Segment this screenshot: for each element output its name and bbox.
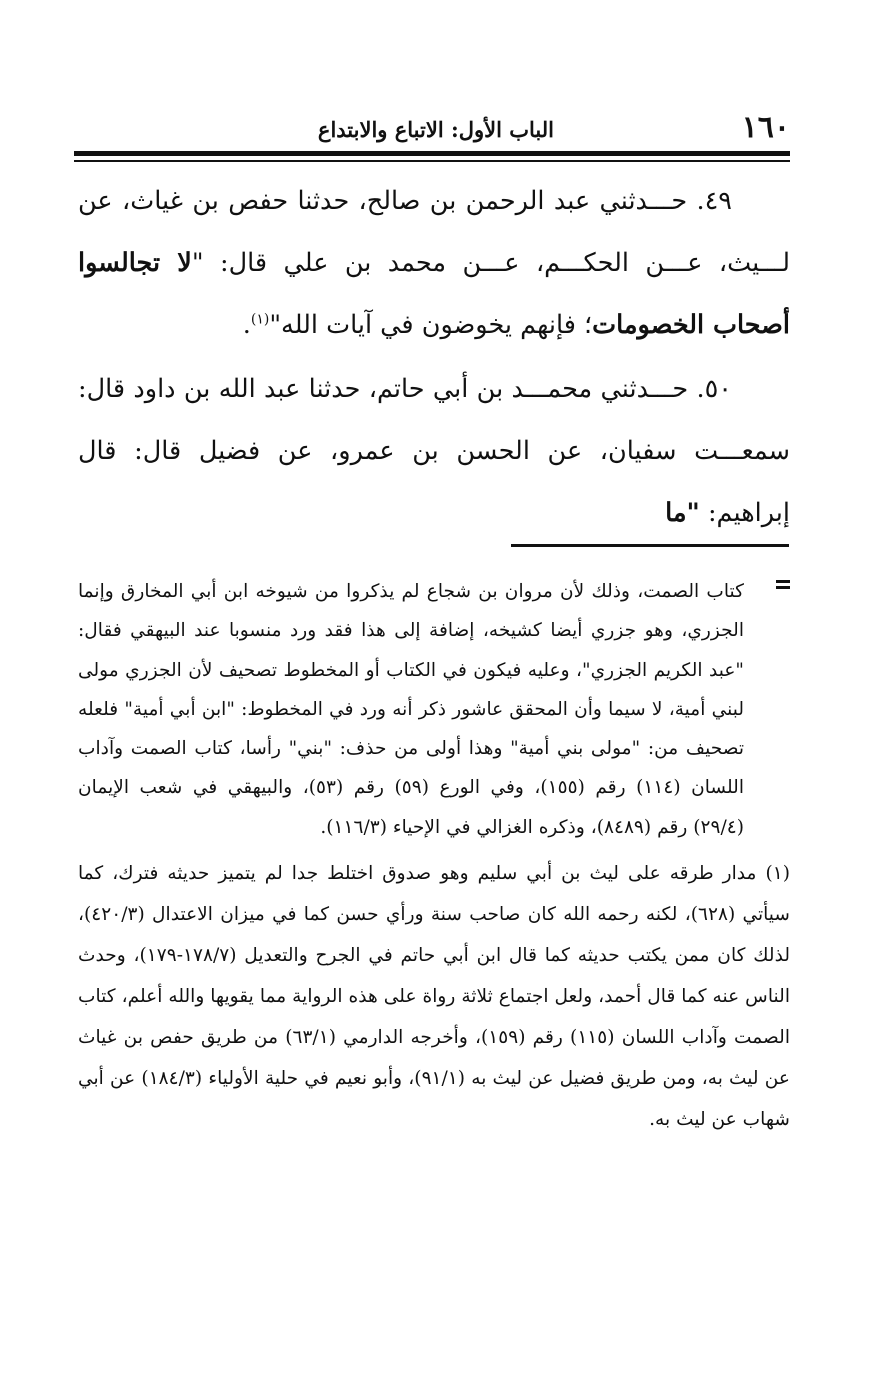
- hadith-50: [78, 358, 790, 544]
- main-text: [78, 170, 790, 546]
- footnote-continuation-text: كتاب الصمت، وذلك لأن مروان بن شجاع لم يذكروا من شيوخه ابن أبي المخارق وإنما الجزري، وهو جزري أيضا كشيخه، إضافة إلى هذا فقد ورد منسوبا عند البيهقي فقال: "عبد الكريم الجزري"، وعليه فيكون في الكتاب أو المخطوط تصحيف لأن الجزري مولى لبني أمية، لا سيما وأن المحقق عاشور ذكر أنه ورد في المخطوط: "ابن أبي أمية" فلعله تصحيف من: "مولى بني أمية" وهذا أولى من حذف: "بني" رأسا، كتاب الصمت وآداب اللسان (١١٤) رقم (١٥٥)، وفي الورع (٥٩) رقم (٥٣)، والبيهقي في شعب الإيمان (٢٩/٤) رقم (٨٤٨٩)، وذكره الغزالي في الإحياء (١١٦/٣).: [78, 581, 744, 838]
- footnote-ref-1: (١): [250, 311, 270, 328]
- hadith-49-quote: لا تجالسوا أصحاب الخصومات: [78, 248, 790, 340]
- header-rule-thin: [74, 160, 790, 162]
- hadith-49-text-end: ؛ فإنهم يخوضون في آيات الله": [269, 310, 593, 340]
- page-header: [74, 108, 790, 148]
- running-title: الباب الأول: الاتباع والابتداع: [317, 117, 554, 142]
- hadith-50-text: ٥٠. حـــدثني محمـــد بن أبي حاتم، حدثنا عبد الله بن داود قال: سمعـــت سفيان، عن الحسن بن عمرو، عن فضيل قال: قال إبراهيم:: [78, 374, 790, 528]
- footnote-1-text: (١) مدار طرقه على ليث بن أبي سليم وهو صدوق اختلط جدا لم يتميز حديثه فترك، كما سيأتي (٦٢٨)، لكنه رحمه الله كان صاحب سنة ورأي حسن كما في ميزان الاعتدال (٤٢٠/٣)، لذلك كان ممن يكتب حديثه كما قال ابن أبي حاتم في الجرح والتعديل (١٧٨/٧-١٧٩)، وحدث الناس عنه كما قال أحمد، ولعل اجتماع ثلاثة رواة على هذه الرواية مما يقويها والله أعلم، كتاب الصمت وآداب اللسان (١١٥) رقم (١٥٩)، وأخرجه الدارمي (٦٣/١) من طريق حفص بن غياث عن ليث به، ومن طريق فضيل عن ليث به (٩١/١)، وأبو نعيم في حلية الأولياء (١٨٤/٣) عن أبي شهاب عن ليث به.: [78, 863, 791, 1131]
- footnotes: [78, 572, 790, 1140]
- hadith-50-quote: "ما: [665, 498, 700, 528]
- hadith-49: [78, 170, 790, 356]
- hadith-49-period: .: [242, 310, 251, 340]
- footnote-1: [78, 853, 790, 1140]
- continuation-mark-icon: [776, 578, 790, 590]
- header-rule-thick: [74, 151, 790, 156]
- page-number: ١٦٠: [741, 110, 790, 145]
- footnote-separator: [511, 544, 789, 547]
- hadith-49-text: ٤٩. حـــدثني عبد الرحمن بن صالح، حدثنا حفص بن غياث، عن لـــيث، عـــن الحكـــم، عـــن محمد بن علي قال: ": [78, 186, 790, 278]
- footnote-continuation: [78, 572, 790, 847]
